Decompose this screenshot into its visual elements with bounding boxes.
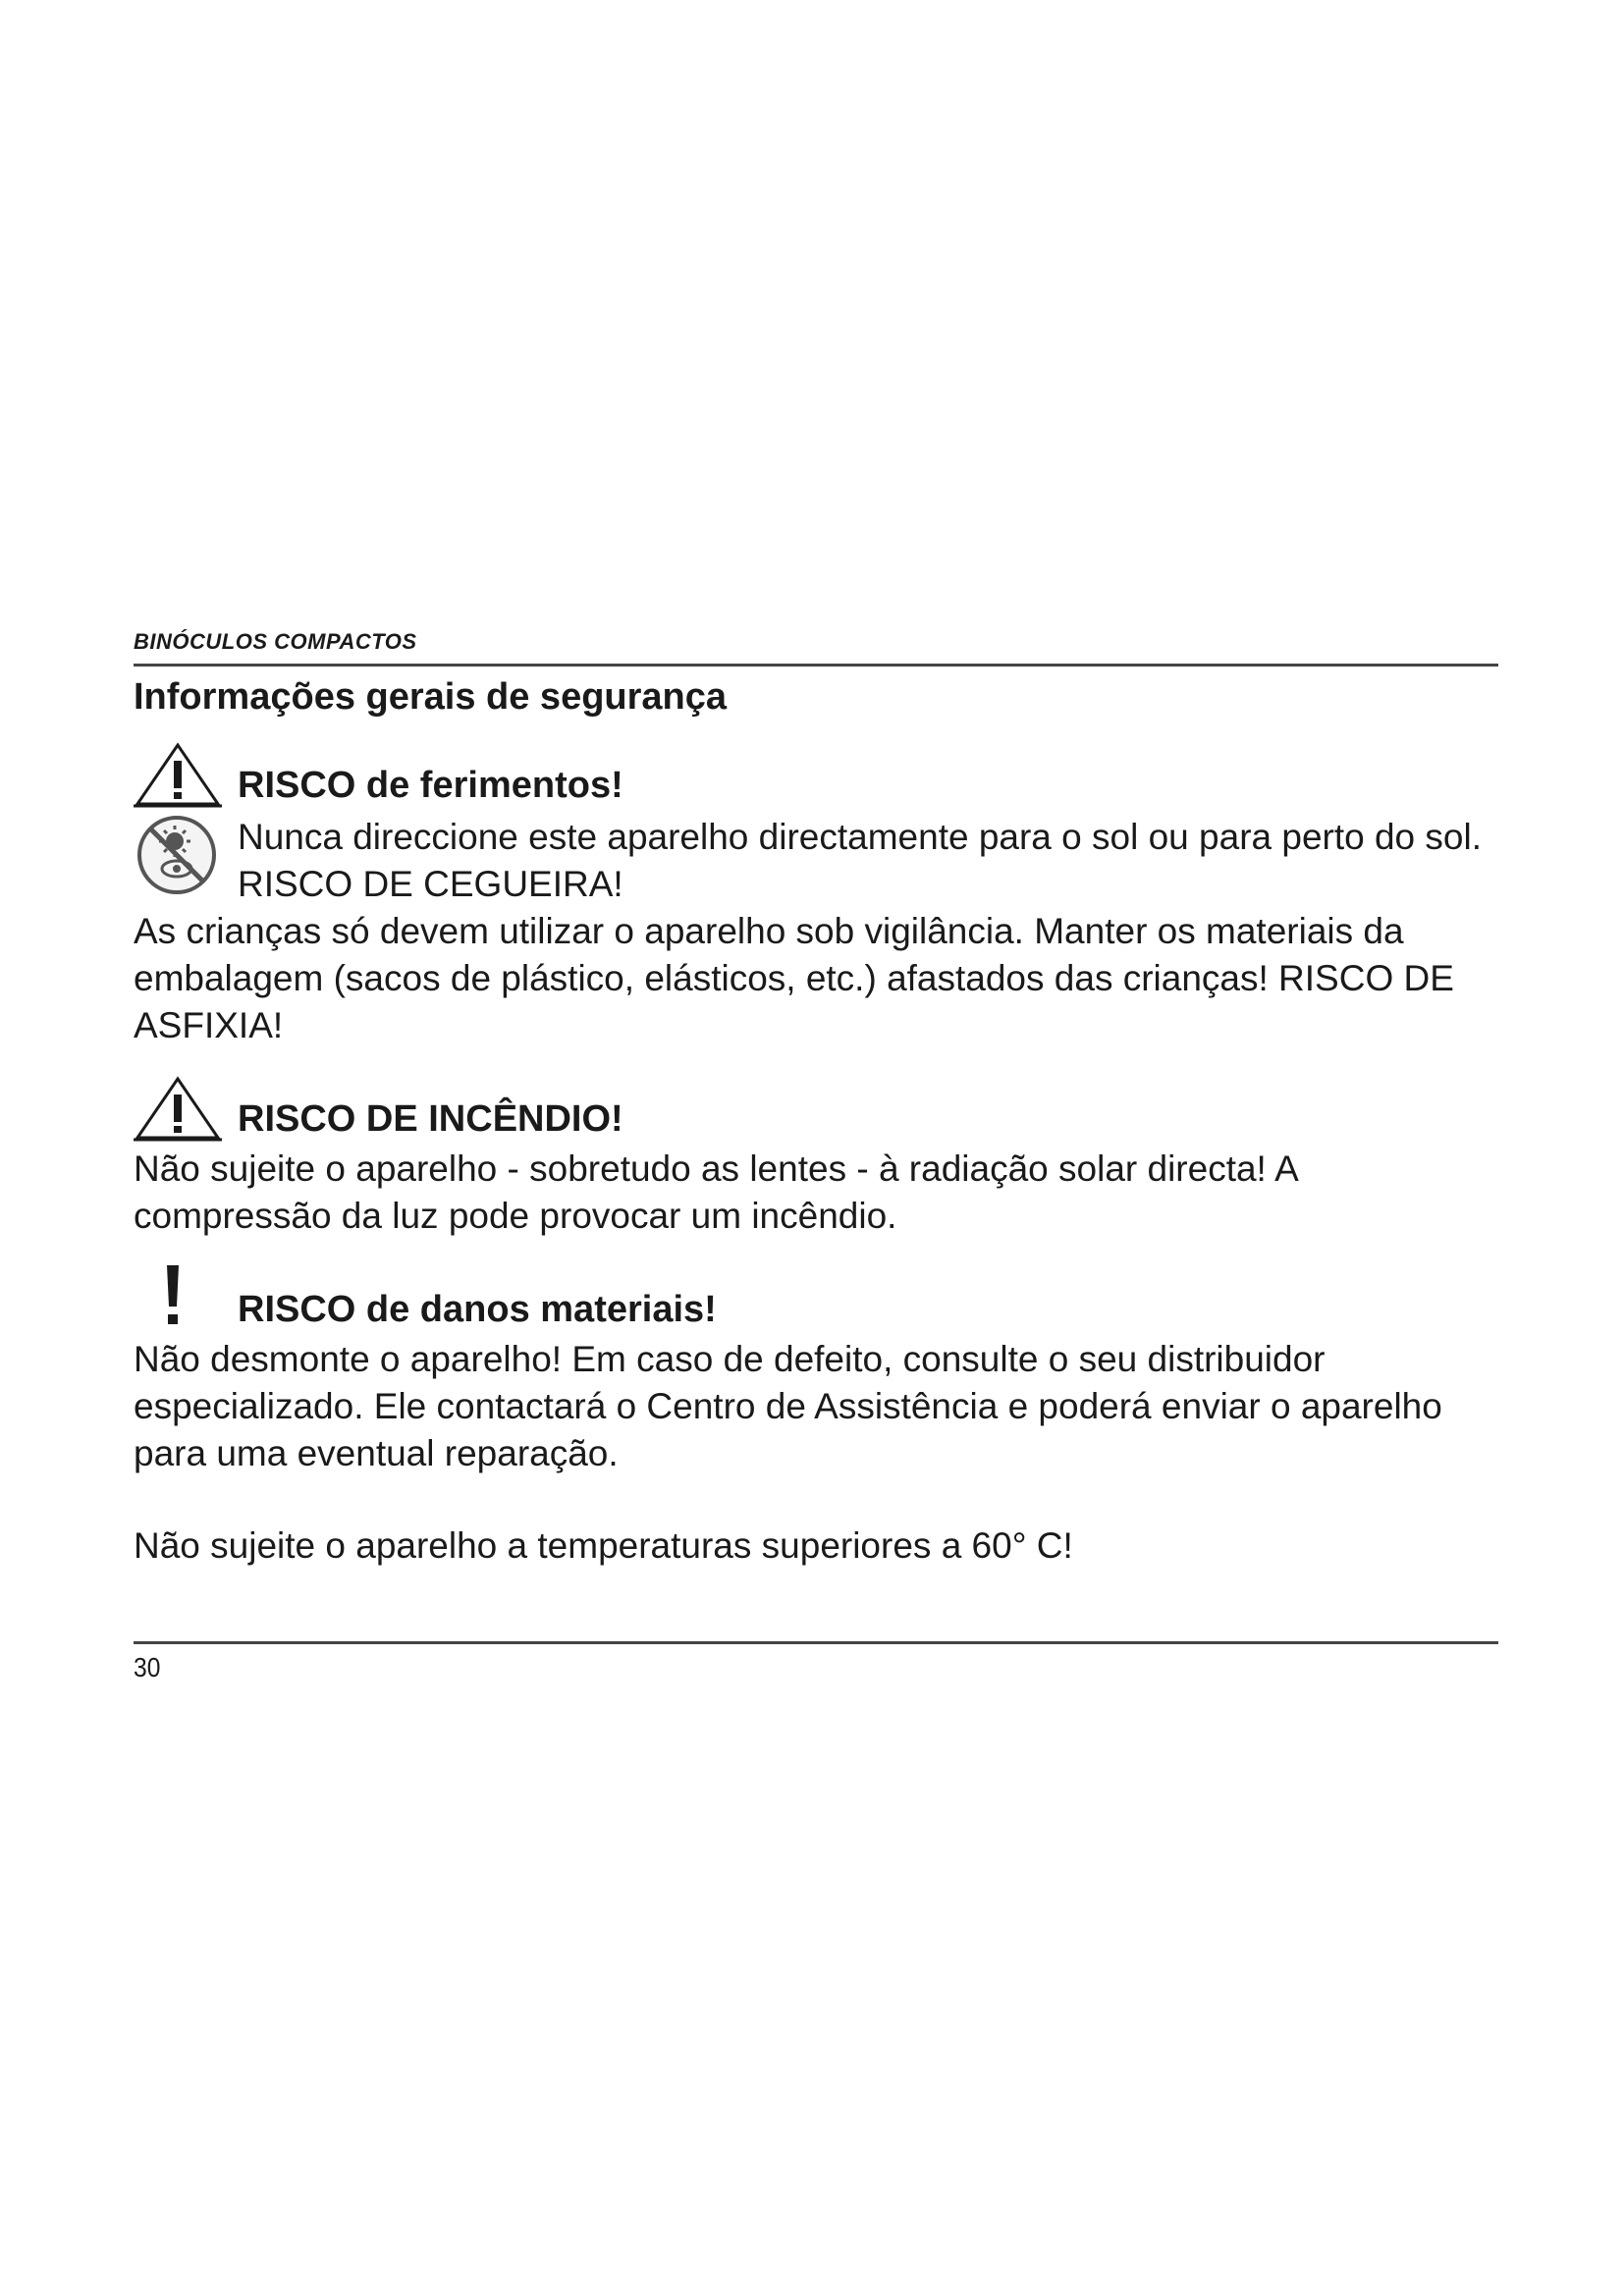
section-title: Informações gerais de segurança: [134, 676, 728, 718]
running-header: BINÓCULOS COMPACTOS: [134, 629, 417, 654]
injury-warning: [134, 741, 1498, 1049]
manual-page: [134, 628, 1498, 1570]
fire-warning: [134, 1075, 1498, 1240]
page-number: 30: [134, 1652, 161, 1682]
fire-warning-text: Não sujeite o aparelho - sobretudo as lentes - à radiação solar directa! A compressão da luz pode provocar um incêndio.: [134, 1148, 1297, 1236]
injury-warning-heading: [134, 741, 1498, 808]
footer-rule: [134, 1641, 1498, 1644]
sun-warning-text: Nunca direccione este aparelho directamente para o sol ou para perto do sol. RISCO DE CEGUEIRA!: [238, 817, 1482, 904]
temperature-warning-text: Não sujeite o aparelho a temperaturas superiores a 60° C!: [134, 1525, 1073, 1566]
header-rule: [134, 664, 1498, 667]
damage-warning-title: RISCO de danos materiais!: [238, 1289, 717, 1330]
damage-warning-heading: [134, 1265, 1498, 1332]
damage-warning-text: Não desmonte o aparelho! Em caso de defeito, consulte o seu distribuidor especializado. Ele contactará o Centro de Assistência e poderá enviar o aparelho para uma eventual reparação.: [134, 1339, 1442, 1473]
children-warning-text: As crianças só devem utilizar o aparelho sob vigilância. Manter os materiais da embalagem (sacos de plástico, elásticos, etc.) afastados das crianças! RISCO DE ASFIXIA!: [134, 911, 1454, 1045]
damage-warning: [134, 1265, 1498, 1570]
fire-warning-heading: [134, 1075, 1498, 1142]
warning-triangle-icon: [134, 741, 222, 808]
warning-triangle-icon: [134, 1075, 222, 1142]
no-sun-viewing-icon: [135, 814, 218, 896]
fire-warning-title: RISCO DE INCÊNDIO!: [238, 1098, 623, 1140]
sun-warning-row: [134, 814, 1498, 908]
injury-warning-title: RISCO de ferimentos!: [238, 765, 623, 806]
exclamation-icon: [134, 1265, 222, 1332]
